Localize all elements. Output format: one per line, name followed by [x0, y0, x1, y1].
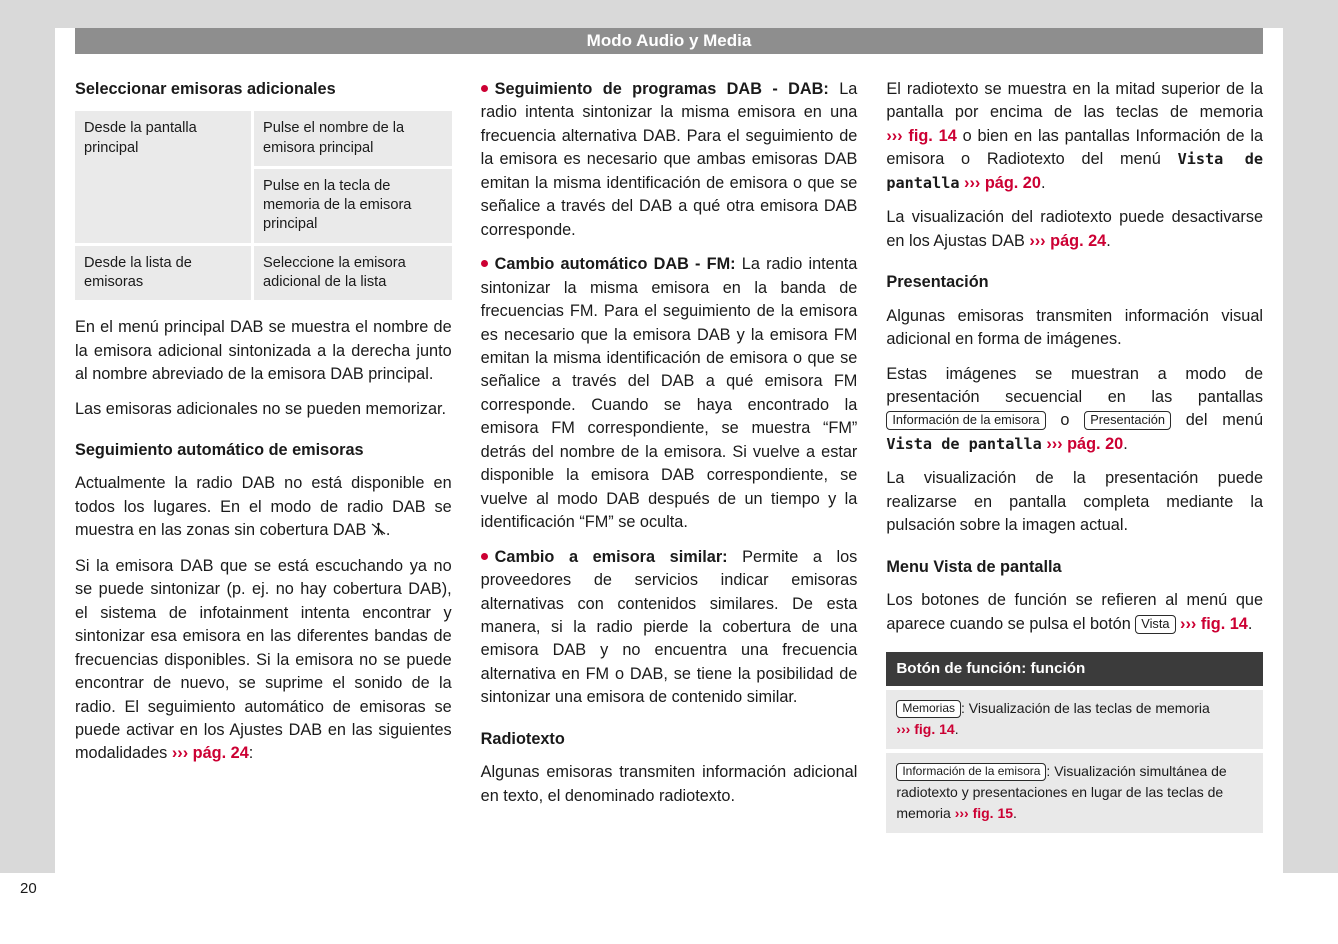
table-cell: Desde la lista de emisoras — [75, 246, 251, 301]
text-run: o bien en las pantallas Información de la emisora o Radiotexto del menú — [886, 126, 1264, 169]
heading-seleccionar-emisoras: Seleccionar emisoras adicionales — [75, 80, 336, 98]
page-ref: ››› pág. 20 — [1046, 434, 1124, 453]
text-run: . — [1123, 434, 1128, 453]
paragraph — [75, 555, 452, 766]
column-2 — [481, 78, 858, 833]
paragraph — [886, 206, 1263, 253]
section-header — [75, 28, 1263, 54]
bullet-lead: Cambio a emisora similar: — [494, 547, 728, 566]
table-row — [886, 690, 1263, 749]
text-run: La radio intenta sintonizar la misma emisora en una frecuencia alternativa DAB. Para el seguimiento de la emisora es necesario que ambas emisoras DAB emitan la misma identificación de emisora o que se señalice a través del DAB a qué otra emisora DAB corresponde. — [480, 80, 858, 239]
text-run: Estas imágenes se muestran a modo de presentación secuencial en las pantallas — [886, 364, 1264, 406]
softkey-label: Presentación — [1084, 411, 1171, 430]
heading-seguimiento-automatico: Seguimiento automático de emisoras — [75, 441, 364, 460]
text-run: Actualmente la radio DAB no está disponible en todos los lugares. En el modo de radio DAB se muestra en las zonas sin cobertura DAB — [75, 474, 452, 540]
text-run: La radio intenta sintonizar la misma emisora en la banda de frecuencias FM. Para el seguimiento de la emisora es necesario que la emisora DAB y la emisora FM emitan la misma identificación de emisora o que se señalice a través del DAB a qué emisora FM corresponde. Cuando se haya encontrado la emisora FM correspondiente, se muestra “FM” detrás del nombre de la emisora. Si vuelve a estar disponible la emisora DAB correspondiente, se vuelve al modo DAB después de un tiempo y la identificación “FM” se oculta. — [480, 255, 858, 532]
function-button-table — [886, 652, 1263, 833]
column-1 — [75, 78, 452, 833]
text-run: o — [1045, 411, 1085, 430]
paragraph — [886, 78, 1263, 195]
text-run: Permite a los proveedores de servicios indicar emisoras alternativas con contenidos similares. De esta manera, si la radio pierde la cobertura de una emisora DAB y no encuentra una frecuencia alternativa en FM o DAB, se tiene la posibilidad de sintonizar una emisora de contenido similar. — [480, 547, 858, 707]
paragraph: La visualización de la presentación puede realizarse en pantalla completa mediante la pulsación sobre la imagen actual. — [886, 469, 1264, 535]
paragraph — [75, 472, 452, 543]
selection-table — [75, 111, 452, 300]
menu-name: Vista de pantalla — [886, 150, 1264, 192]
page-ref: ››› pág. 24 — [1029, 231, 1107, 250]
table-row — [886, 753, 1263, 833]
page-ref: ››› pág. 20 — [964, 173, 1041, 192]
text-run: : — [248, 744, 254, 763]
softkey-label: Memorias — [896, 700, 961, 718]
table-cell: Pulse el nombre de la emisora principal — [254, 111, 452, 166]
bullet-item — [481, 253, 858, 534]
column-3 — [886, 78, 1263, 833]
function-table-header: Botón de función: función — [886, 652, 1263, 686]
text-run: Los botones de función se refieren al menú que aparece cuando se pulsa el botón — [886, 591, 1264, 633]
text-run: . — [954, 720, 959, 737]
text-run: . — [1040, 173, 1046, 192]
text-run: del menú — [1170, 411, 1264, 430]
manual-page — [55, 28, 1283, 833]
table-cell: Seleccione la emisora adicional de la lista — [254, 246, 452, 301]
text-run: El radiotexto se muestra en la mitad superior de la pantalla por encima de las teclas de memoria — [886, 80, 1264, 122]
softkey-label: Información de la emisora — [896, 763, 1046, 781]
figure-ref: ››› fig. 14 — [886, 126, 957, 145]
heading-presentacion: Presentación — [886, 273, 989, 292]
content-columns — [55, 78, 1283, 833]
page-ref: ››› pág. 24 — [171, 744, 249, 763]
figure-ref: ››› fig. 14 — [1180, 614, 1248, 633]
paragraph: En el menú principal DAB se muestra el nombre de la emisora adicional sintonizada a la derecha junto al nombre abreviado de la emisora DAB principal. — [75, 318, 452, 384]
text-run: Si la emisora DAB que se está escuchando ya no se puede sintonizar (p. ej. no hay cobertura DAB), el sistema de infotainment intenta encontrar y sintonizar esa emisora en las diferentes bandas de frecuencias disponibles. Si la emisora no se puede encontrar de nuevo, se suprime el sonido de la radio. El seguimiento automático de emisoras se puede activar en los Ajustes DAB en las siguientes modalidades — [75, 556, 452, 763]
dab-no-coverage-icon — [371, 522, 386, 540]
page-margin-left — [0, 28, 55, 873]
paragraph: Algunas emisoras transmiten información visual adicional en forma de imágenes. — [886, 306, 1264, 349]
bullet-icon — [481, 260, 488, 267]
bullet-lead: Seguimiento de programas DAB - DAB: — [494, 80, 829, 98]
paragraph — [886, 363, 1263, 457]
paragraph: Las emisoras adicionales no se pueden memorizar. — [75, 399, 447, 418]
heading-menu-vista: Menu Vista de pantalla — [886, 557, 1062, 576]
bullet-item — [481, 78, 858, 242]
page-number: 20 — [20, 880, 37, 897]
softkey-label: Información de la emisora — [886, 411, 1045, 430]
bullet-item — [481, 546, 858, 710]
page-margin-top — [0, 0, 1338, 28]
softkey-label: Vista — [1135, 615, 1175, 634]
text-run: . — [1247, 614, 1253, 633]
text-run: : Visualización simultánea de radiotexto y presentaciones en lugar de las teclas de memoria — [896, 762, 1227, 821]
figure-ref: ››› fig. 15 — [954, 804, 1014, 821]
text-run: . — [1013, 804, 1017, 821]
text-run: . — [385, 521, 391, 540]
paragraph: Algunas emisoras transmiten información adicional en texto, el denominado radiotexto. — [480, 763, 858, 805]
figure-ref: ››› fig. 14 — [896, 720, 955, 737]
text-run: La visualización del radiotexto puede desactivarse en los Ajustas DAB — [886, 208, 1264, 250]
bullet-icon — [481, 85, 488, 92]
menu-name: Vista de pantalla — [886, 434, 1042, 453]
paragraph — [886, 589, 1263, 636]
table-cell: Pulse en la tecla de memoria de la emisora principal — [254, 169, 452, 243]
heading-radiotexto: Radiotexto — [480, 729, 565, 748]
text-run: . — [1106, 231, 1111, 250]
text-run: : Visualización de las teclas de memoria — [961, 699, 1210, 716]
bullet-lead: Cambio automático DAB - FM: — [494, 255, 736, 274]
page-margin-right — [1283, 28, 1338, 873]
section-title: Modo Audio y Media — [586, 31, 752, 50]
bullet-icon — [481, 553, 488, 560]
table-cell: Desde la pantalla principal — [75, 111, 251, 242]
